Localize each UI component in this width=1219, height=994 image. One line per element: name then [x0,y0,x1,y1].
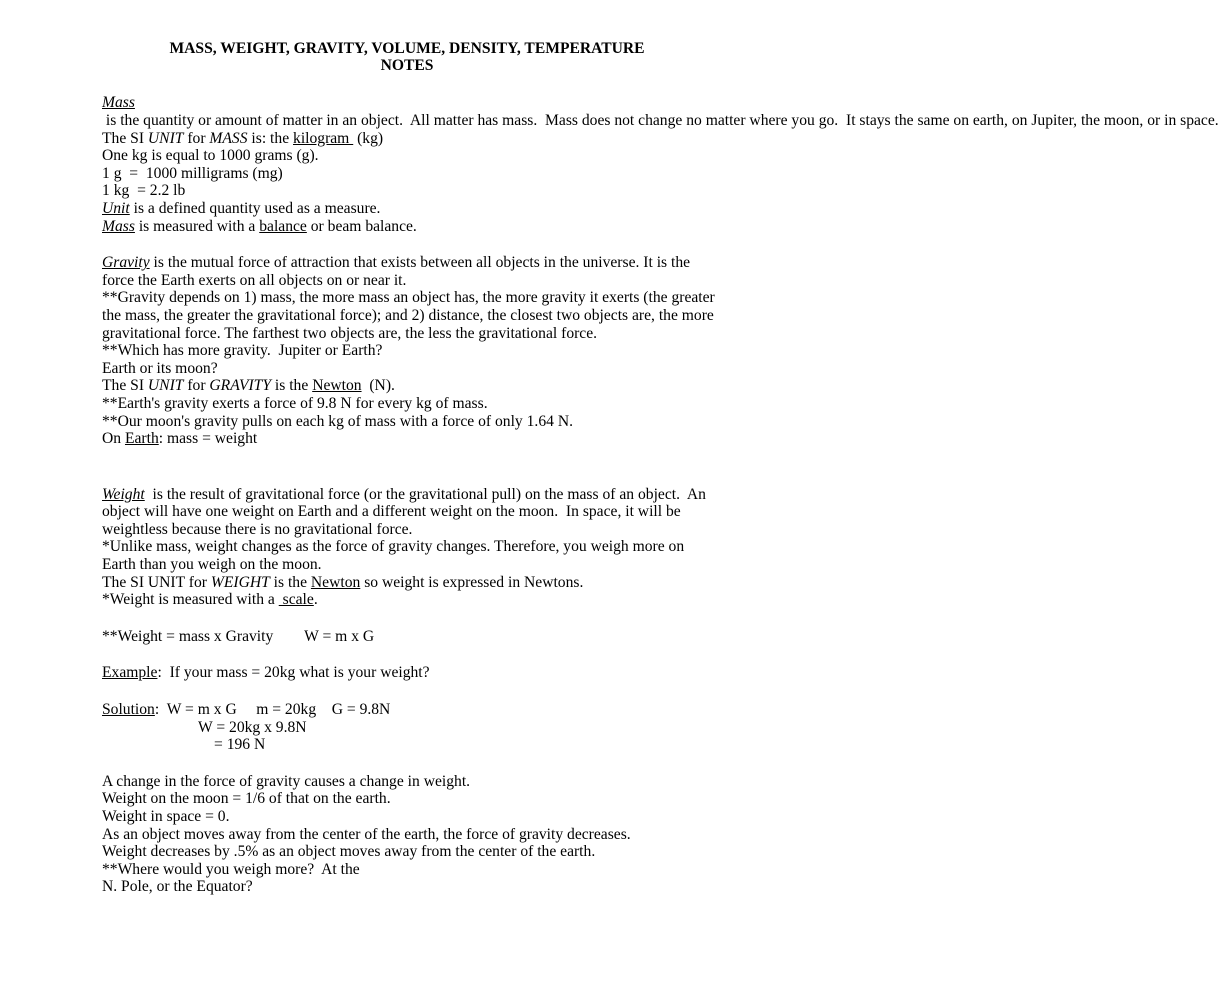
weight-solution: Solution: W = m x G m = 20kg G = 9.8N [102,701,391,719]
weight-term: Weight [102,485,145,503]
gravity-definition: Gravity is the mutual force of attraction that exists between all objects in the universe. It is the force the Earth exerts on all objects on or near it. [102,254,691,289]
weight-si-unit: The SI UNIT for WEIGHT is the Newton so weight is expressed in Newtons. [102,573,584,591]
weight-decreases: Weight decreases by .5% as an object moves away from the center of the earth. [102,843,596,861]
weight-formula: **Weight = mass x Gravity W = m x G [102,627,375,645]
weight-where-1: **Where would you weigh more? At the [102,860,360,878]
weight-change: A change in the force of gravity causes a change in weight. [102,772,471,790]
weight-where-2: N. Pole, or the Equator? [102,878,253,896]
weight-space: Weight in space = 0. [102,808,230,825]
on-earth: On Earth: mass = weight [102,430,258,448]
mass-g-mg: 1 g = 1000 milligrams (mg) [102,164,283,182]
document-title [94,40,720,74]
mass-kg-grams: One kg is equal to 1000 grams (g). [102,147,319,165]
title-line-2: NOTES [380,57,434,75]
unit-definition: Unit is a defined quantity used as a measure. [102,199,381,217]
gravity-question-1: **Which has more gravity. Jupiter or Earth? [102,342,383,360]
weight-away: As an object moves away from the center of the earth, the force of gravity decreases. [102,825,631,843]
mass-kg-lb: 1 kg = 2.2 lb [102,182,186,200]
moon-gravity: **Our moon's gravity pulls on each kg of mass with a force of only 1.64 N. [102,412,573,430]
gravity-si-unit: The SI UNIT for GRAVITY is the Newton (N). [102,377,395,395]
mass-term: Mass [102,94,135,112]
mass-definition: Mass is the quantity or amount of matter in an object. All matter has mass. Mass does not change no matter where you go. It stays the same on earth, on Jupiter, the moon, or in space. [102,94,1219,129]
gravity-term: Gravity [102,254,150,272]
gravity-question-2: Earth or its moon? [102,359,218,377]
weight-moon: Weight on the moon = 1/6 of that on the earth. [102,790,391,808]
weight-measured: *Weight is measured with a scale. [102,591,318,609]
gravity-section [102,254,720,448]
earth-gravity: **Earth's gravity exerts a force of 9.8 N for every kg of mass. [102,394,488,412]
weight-solution-line-2: W = 20kg x 9.8N [198,718,307,736]
gravity-depends: **Gravity depends on 1) mass, the more mass an object has, the more gravity it exerts (the greater the mass, the greater the gravitational force); and 2) distance, the closest two objects are, the more gravitational force. The farthest two objects are, the less the gravitational force. [102,289,715,342]
title-line-1: MASS, WEIGHT, GRAVITY, VOLUME, DENSITY, TEMPERATURE [169,40,645,57]
mass-section [102,94,1219,235]
mass-si-unit: The SI UNIT for MASS is: the kilogram (kg) [102,129,384,147]
weight-example: Example: If your mass = 20kg what is your weight? [102,664,430,682]
weight-solution-line-3: = 196 N [214,736,266,754]
weight-definition: Weight is the result of gravitational force (or the gravitational pull) on the mass of an object. An object will have one weight on Earth and a different weight on the moon. In space, it will be weightless because there is no gravitational force. [102,485,710,538]
mass-measured: Mass is measured with a balance or beam balance. [102,217,417,235]
weight-unlike: *Unlike mass, weight changes as the force of gravity changes. Therefore, you weigh more on Earth than you weigh on the moon. [102,538,685,574]
weight-section [102,486,720,896]
